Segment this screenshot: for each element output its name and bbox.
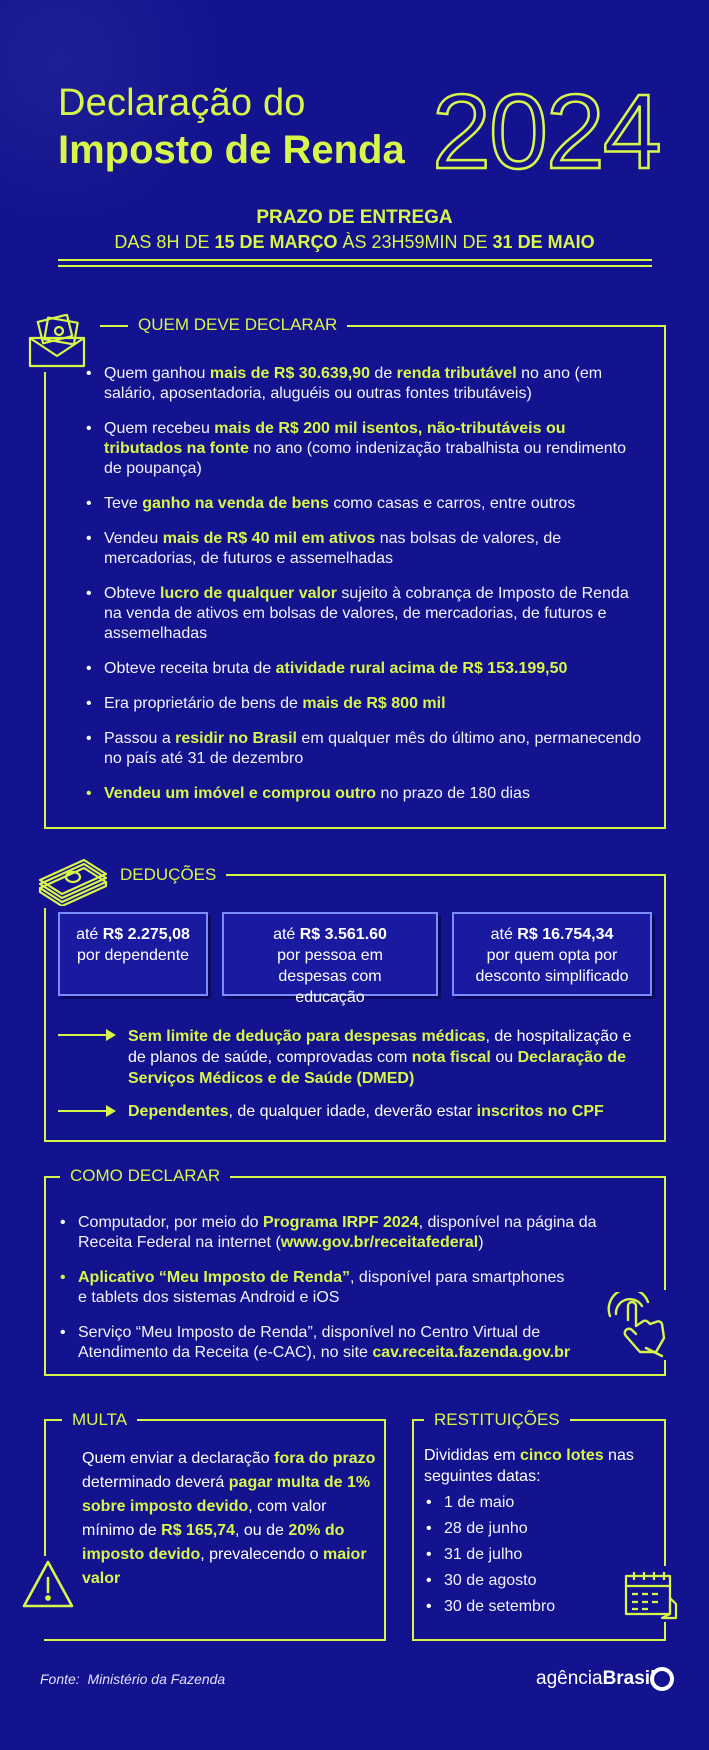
list-item: • Era proprietário de bens de mais de R$ 800 mil — [84, 694, 644, 714]
list-item: • Aplicativo “Meu Imposto de Renda”, disponível para smartphones e tablets dos sistemas Android e iOS — [58, 1268, 618, 1308]
quem-deve-list — [84, 364, 644, 819]
list-item: • 31 de julho — [424, 1545, 624, 1565]
divider — [58, 259, 652, 261]
source-note: Fonte: Ministério da Fazenda — [40, 1671, 226, 1687]
restituicoes-intro: Divididas em cinco lotes nas seguintes datas: — [424, 1447, 634, 1485]
list-item: • 1 de maio — [424, 1493, 624, 1513]
agencia-brasil-logo: agênciaBrasil — [536, 1668, 656, 1689]
como-list — [58, 1213, 618, 1378]
deducao-note: Dependentes, de qualquer idade, deverão estar inscritos no CPF — [128, 1103, 604, 1120]
list-item: • 30 de agosto — [424, 1571, 624, 1591]
deducao-card: até R$ 16.754,34 por quem opta por desconto simplificado — [452, 912, 652, 996]
list-item: • Passou a residir no Brasil em qualquer mês do último ano, permanecendo no país até 31 de dezembro — [84, 729, 644, 769]
title-line-1: Declaração do — [58, 82, 306, 124]
touch-hand-icon — [604, 1290, 672, 1360]
section-heading: DEDUÇÕES — [110, 865, 226, 885]
box-left-line — [44, 1419, 46, 1579]
section-heading: MULTA — [62, 1410, 137, 1430]
list-item: • Vendeu mais de R$ 40 mil em ativos nas bolsas de valores, de mercadorias, de futuros e assemelhadas — [84, 529, 644, 569]
warning-icon — [18, 1556, 78, 1614]
list-item: • Teve ganho na venda de bens como casas e carros, entre outros — [84, 494, 644, 514]
deducao-card: até R$ 2.275,08 por dependente — [58, 912, 208, 996]
prazo-label: PRAZO DE ENTREGA — [256, 207, 453, 228]
section-heading: RESTITUIÇÕES — [424, 1410, 570, 1430]
list-item: • Serviço “Meu Imposto de Renda”, disponível no Centro Virtual de Atendimento da Receita (e-CAC), no site cav.receita.fazenda.gov.br — [58, 1323, 618, 1363]
calendar-icon — [620, 1566, 680, 1622]
logo-mark-icon — [650, 1667, 674, 1691]
divider — [58, 265, 652, 267]
cash-stack-icon — [32, 852, 112, 908]
list-item: • Obteve lucro de qualquer valor sujeito à cobrança de Imposto de Renda na venda de ativos em bolsas de valores, de mercadorias, de futuros e assemelhadas — [84, 584, 644, 644]
section-heading: QUEM DEVE DECLARAR — [128, 315, 347, 335]
prazo-dates: DAS 8H DE 15 DE MARÇO ÀS 23H59MIN DE 31 DE MAIO — [114, 232, 595, 252]
list-item: • Quem recebeu mais de R$ 200 mil isentos, não-tributáveis ou tributados na fonte no ano (como indenização trabalhista ou rendimento de poupança) — [84, 419, 644, 479]
list-item: • 30 de setembro — [424, 1597, 624, 1617]
money-envelope-icon — [24, 312, 90, 372]
deducao-card: até R$ 3.561.60 por pessoa em despesas com educação — [222, 912, 438, 996]
list-item: • Quem ganhou mais de R$ 30.639,90 de renda tributável no ano (em salário, aposentadoria, aluguéis ou outras fontes tributáveis) — [84, 364, 644, 404]
list-item: • Computador, por meio do Programa IRPF 2024, disponível na página da Receita Federal na internet (www.gov.br/receitafederal) — [58, 1213, 618, 1253]
list-item: • Obteve receita bruta de atividade rural acima de R$ 153.199,50 — [84, 659, 644, 679]
arrow-icon — [58, 1110, 114, 1112]
year: 2024 — [432, 73, 660, 191]
deducao-note: Sem limite de dedução para despesas médicas, de hospitalização e de planos de saúde, comprovadas com nota fiscal ou Declaração de Serviços Médicos e de Saúde (DMED) — [128, 1028, 632, 1087]
title-line-2: Imposto de Renda — [58, 128, 405, 172]
list-item: • Vendeu um imóvel e comprou outro no prazo de 180 dias — [84, 784, 644, 804]
multa-text: Quem enviar a declaração fora do prazo determinado deverá pagar multa de 1% sobre imposto devido, com valor mínimo de R$ 165,74, ou de 20% do imposto devido, prevalecendo o maior valor — [82, 1450, 376, 1587]
section-heading: COMO DECLARAR — [60, 1166, 230, 1186]
restituicoes-dates — [424, 1493, 624, 1623]
list-item: • 28 de junho — [424, 1519, 624, 1539]
arrow-icon — [58, 1034, 114, 1036]
